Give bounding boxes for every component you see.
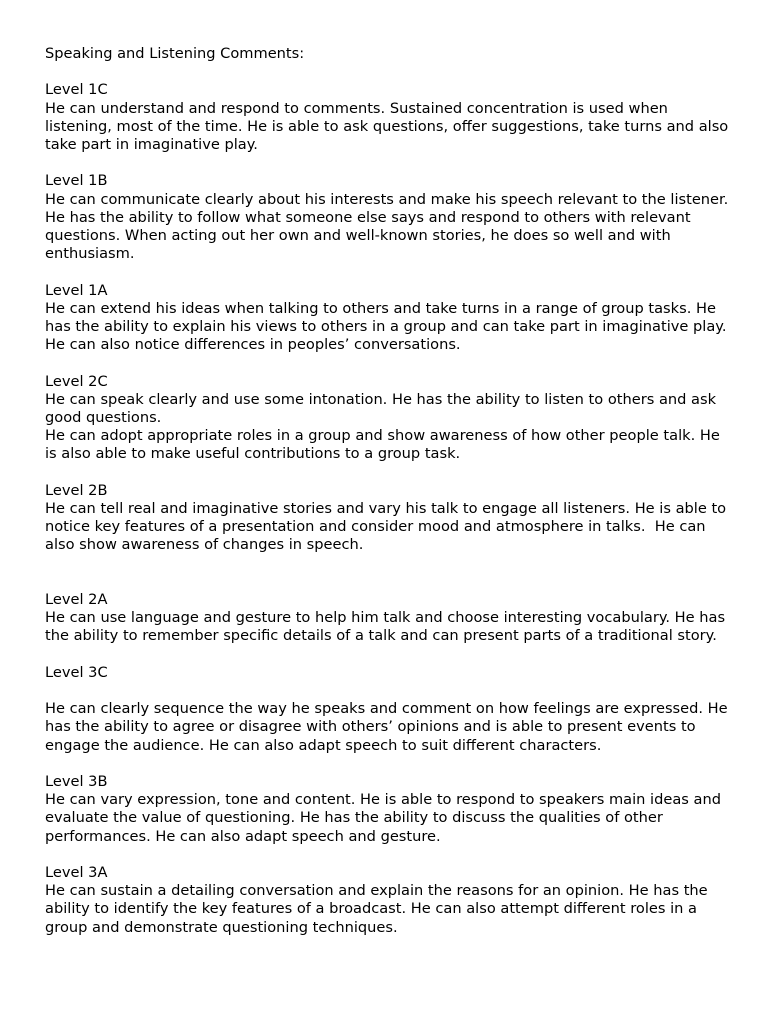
blank-line [45, 682, 735, 700]
section-level-3a [45, 864, 735, 937]
section-level-1b [45, 172, 735, 263]
level-comment: He can sustain a detailing conversation and explain the reasons for an opinion. He has the ability to identify the key features of a broadcast. He can also attempt different roles in a group and demonstrate questioning techniques. [45, 882, 713, 936]
level-title: Level 3A [45, 863, 108, 881]
level-title: Level 1B [45, 172, 108, 190]
section-level-1c [45, 81, 735, 154]
level-comment: He can clearly sequence the way he speaks and comment on how feelings are expressed. He has the ability to agree or disagree with others’ opinions and is able to present events to engage the audience. He can also adapt speech to suit different characters. [45, 700, 733, 754]
level-comment: He can use language and gesture to help him talk and choose interesting vocabulary. He has the ability to remember specific details of a talk and can present parts of a traditional story. [45, 609, 730, 645]
section-level-3b [45, 773, 735, 846]
level-comment: He can speak clearly and use some intonation. He has the ability to listen to others and ask good questions. [45, 390, 721, 426]
level-title: Level 3C [45, 663, 108, 681]
section-level-2a [45, 591, 735, 646]
level-comment: He can communicate clearly about his interests and make his speech relevant to the listener. He has the ability to follow what someone else says and respond to others with relevant questions. When acting out her own and well-known stories, he does so well and with enthusiasm. [45, 190, 733, 263]
level-comment: He can understand and respond to comments. Sustained concentration is used when listening, most of the time. He is able to ask questions, offer suggestions, take turns and also take part in imaginative play. [45, 99, 733, 153]
level-title: Level 1A [45, 281, 108, 299]
document-body [45, 45, 735, 955]
level-title: Level 1C [45, 81, 108, 99]
level-comment: He can extend his ideas when talking to others and take turns in a range of group tasks. He has the ability to explain his views to others in a group and can take part in imaginative play. He can also notice differences in peoples’ conversations. [45, 299, 732, 354]
level-title: Level 2B [45, 481, 108, 499]
section-level-2b [45, 482, 735, 555]
level-comment: He can vary expression, tone and content. He is able to respond to speakers main ideas and evaluate the value of questioning. He has the ability to discuss the qualities of other performances. He can also adapt speech and gesture. [45, 791, 726, 845]
section-level-3c [45, 664, 735, 755]
section-level-1a [45, 282, 735, 355]
level-title: Level 2A [45, 591, 108, 608]
level-title: Level 3B [45, 772, 108, 790]
document-heading: Speaking and Listening Comments: [45, 45, 305, 62]
level-comment: He can tell real and imaginative stories and vary his talk to engage all listeners. He is able to notice key features of a presentation and consider mood and atmosphere in talks. He can also show awareness of changes in speech. [45, 500, 731, 554]
level-title: Level 2C [45, 372, 108, 390]
level-comment: He can adopt appropriate roles in a group and show awareness of how other people talk. He is also able to make useful contributions to a group task. [45, 427, 725, 463]
section-level-2c [45, 373, 735, 464]
